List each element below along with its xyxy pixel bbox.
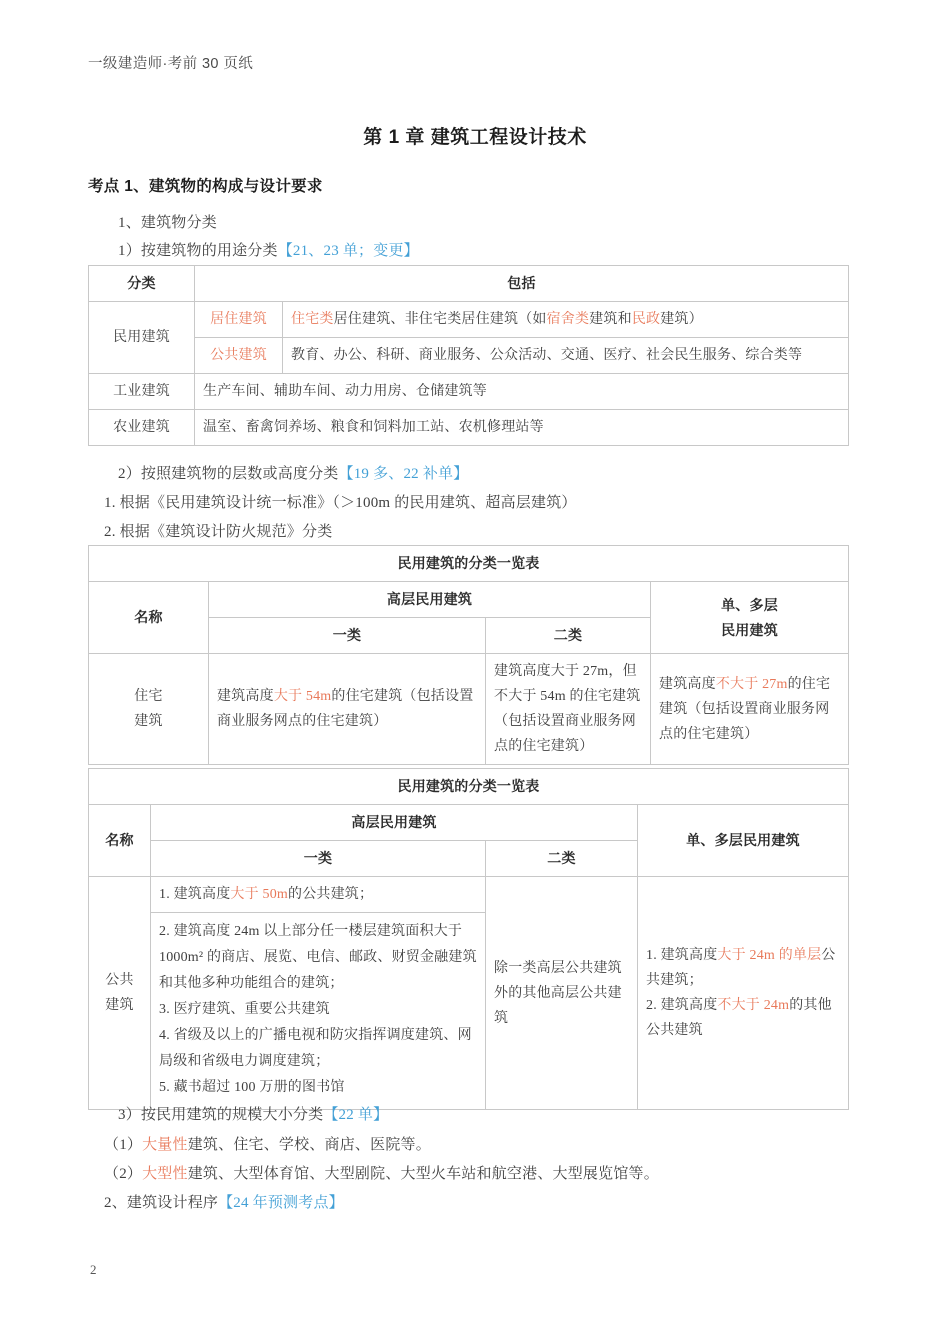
table-row: [89, 374, 849, 410]
list-item-1-1: 1）按建筑物的用途分类【21、23 单；变更】: [118, 243, 419, 259]
table3-cell-class2: 除一类高层公共建筑外的其他高层公共建筑: [486, 877, 638, 1110]
table1-header-includes: 包括: [195, 266, 849, 302]
table1-cell-industrial-value: 生产车间、辅助车间、动力用房、仓储建筑等: [195, 374, 849, 410]
table-row: [89, 266, 849, 302]
table2-header-class2: 二类: [486, 618, 651, 654]
list-item: [151, 913, 485, 1110]
table2-row-label-residential: 住宅 建筑: [89, 654, 209, 765]
exam-tag: 【24 年预测考点】: [218, 1195, 344, 1211]
table-row: [89, 805, 849, 841]
table2-header-highrise: 高层民用建筑: [209, 582, 651, 618]
table1-cell-public-label: 公共建筑: [195, 338, 283, 374]
page-number: 2: [90, 1262, 97, 1277]
table-row: [89, 582, 849, 618]
page-title: 第 1 章 建筑工程设计技术: [363, 127, 587, 148]
list-item-standard-1: 1. 根据《民用建筑设计统一标准》（＞100m 的民用建筑、超高层建筑）: [104, 495, 577, 511]
table1-cell-residential-value: 住宅类居住建筑、非住宅类居住建筑（如宿舍类建筑和民政建筑）: [283, 302, 849, 338]
table-row: [89, 410, 849, 446]
table3-cell-class1: [151, 877, 486, 1110]
table1-cell-civil-label: 民用建筑: [89, 302, 195, 374]
section-heading: 考点 1、建筑物的构成与设计要求: [88, 178, 323, 195]
table-building-use-classification: [88, 265, 849, 446]
table3-row-label-public: 公共 建筑: [89, 877, 151, 1110]
table2-caption: 民用建筑的分类一览表: [89, 546, 849, 582]
table3-class1-subgrid: [151, 877, 485, 1109]
table1-cell-residential-label: 居住建筑: [195, 302, 283, 338]
table-row: [89, 546, 849, 582]
table3-header-class1: 一类: [151, 841, 486, 877]
table-row: [89, 338, 849, 374]
exam-tag: 【22 单】: [323, 1107, 389, 1123]
table1-cell-agricultural-value: 温室、畜禽饲养场、粮食和饲料加工站、农机修理站等: [195, 410, 849, 446]
list-item-scale-1: （1）大量性建筑、住宅、学校、商店、医院等。: [104, 1137, 431, 1153]
table2-header-class1: 一类: [209, 618, 486, 654]
list-item-1-2: 2）按照建筑物的层数或高度分类【19 多、22 补单】: [118, 466, 469, 482]
table1-cell-industrial-label: 工业建筑: [89, 374, 195, 410]
table3-class1-item-3: 3. 医疗建筑、重要公共建筑: [159, 1002, 330, 1017]
table3-caption: 民用建筑的分类一览表: [89, 769, 849, 805]
list-item-standard-2: 2. 根据《建筑设计防火规范》分类: [104, 524, 333, 540]
table3-header-highrise: 高层民用建筑: [151, 805, 638, 841]
table-row: [89, 769, 849, 805]
table3-header-class2: 二类: [486, 841, 638, 877]
table2-header-name: 名称: [89, 582, 209, 654]
table2-cell-low-midrise: 建筑高度不大于 27m的住宅建筑（包括设置商业服务网点的住宅建筑）: [651, 654, 849, 765]
table3-class1-item-4: 4. 省级及以上的广播电视和防灾指挥调度建筑、网局级和省级电力调度建筑；: [159, 1028, 472, 1069]
table1-cell-public-value: 教育、办公、科研、商业服务、公众活动、交通、医疗、社会民生服务、综合类等: [283, 338, 849, 374]
list-item: [151, 877, 485, 913]
table3-cell-low-midrise: [638, 877, 849, 1110]
table3-class1-item-5: 5. 藏书超过 100 万册的图书馆: [159, 1080, 345, 1095]
table3-low-midrise-item-2: 2. 建筑高度不大于 24m的其他公共建筑: [646, 998, 832, 1038]
table2-cell-class1: 建筑高度大于 54m的住宅建筑（包括设置商业服务网点的住宅建筑）: [209, 654, 486, 765]
list-item-1: 1、建筑物分类: [118, 215, 217, 231]
table-residential-fire-classification: [88, 545, 849, 765]
table1-header-category: 分类: [89, 266, 195, 302]
table3-header-low-midrise: 单、多层民用建筑: [638, 805, 849, 877]
table2-header-low-midrise: 单、多层 民用建筑: [651, 582, 849, 654]
table3-class1-item-2: 2. 建筑高度 24m 以上部分任一楼层建筑面积大于 1000m² 的商店、展览、电信、邮政、财贸金融建筑和其他多种功能组合的建筑；: [159, 924, 477, 991]
table-row: [89, 654, 849, 765]
table3-low-midrise-item-1: 1. 建筑高度大于 24m 的单层公共建筑；: [646, 948, 836, 988]
table3-header-name: 名称: [89, 805, 151, 877]
list-item-1-3: 3）按民用建筑的规模大小分类【22 单】: [118, 1107, 389, 1123]
table3-class1-item-1: 1. 建筑高度大于 50m的公共建筑；: [151, 877, 485, 913]
list-item-2: 2、建筑设计程序【24 年预测考点】: [104, 1195, 344, 1211]
exam-tag: 【19 多、22 补单】: [338, 466, 469, 482]
table2-cell-class2: 建筑高度大于 27m，但不大于 54m 的住宅建筑（包括设置商业服务网点的住宅建筑）: [486, 654, 651, 765]
exam-tag: 【21、23 单；变更】: [277, 243, 419, 259]
table-row: [89, 877, 849, 1110]
table1-cell-agricultural-label: 农业建筑: [89, 410, 195, 446]
list-item-scale-2: （2）大型性建筑、大型体育馆、大型剧院、大型火车站和航空港、大型展览馆等。: [104, 1166, 659, 1182]
table-row: [89, 302, 849, 338]
running-head: 一级建造师·考前 30 页纸: [88, 56, 254, 72]
table-public-fire-classification: [88, 768, 849, 1110]
